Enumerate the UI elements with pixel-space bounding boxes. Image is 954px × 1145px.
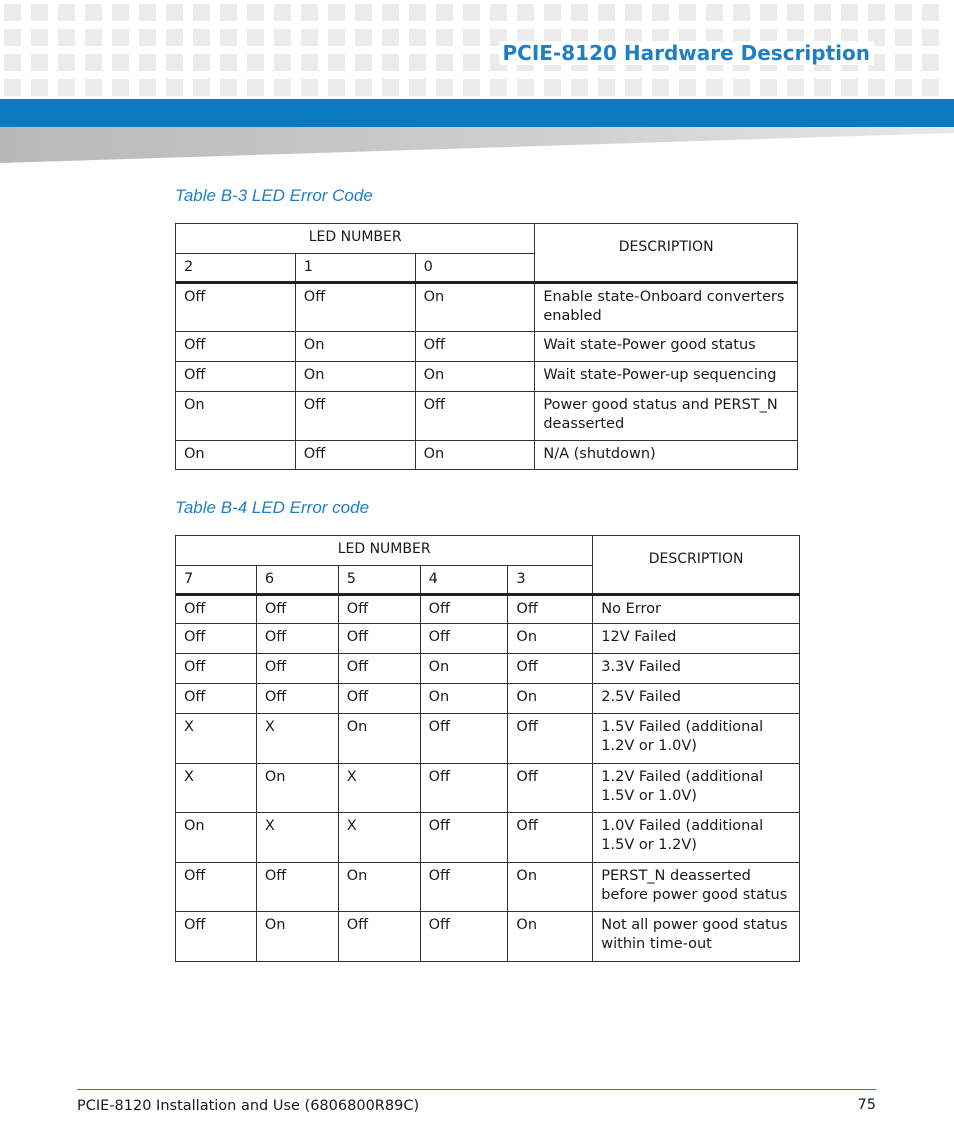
header-pattern-square — [409, 29, 426, 46]
table-row — [176, 912, 800, 962]
header-pattern-square — [112, 54, 129, 71]
table-cell: On — [508, 684, 593, 714]
table-cell-desc: Wait state-Power good status — [535, 332, 798, 362]
header-pattern-square — [571, 79, 588, 96]
table-b3-desc-header: DESCRIPTION — [535, 224, 798, 283]
table-cell: On — [415, 283, 535, 332]
table-cell: Off — [256, 684, 338, 714]
page-title: PCIE-8120 Hardware Description — [499, 41, 875, 65]
table-cell: Off — [415, 392, 535, 441]
table-cell: Off — [420, 912, 508, 962]
header-pattern-square — [220, 79, 237, 96]
header-pattern-square — [301, 29, 318, 46]
header-pattern-square — [301, 4, 318, 21]
table-cell: On — [295, 332, 415, 362]
table-cell: X — [338, 764, 420, 813]
table-cell-desc: 1.5V Failed (additional 1.2V or 1.0V) — [593, 714, 800, 764]
table-cell: On — [420, 654, 508, 684]
header-pattern-square — [247, 54, 264, 71]
header-pattern-square — [895, 4, 912, 21]
table-cell: On — [508, 863, 593, 912]
header-pattern-square — [85, 4, 102, 21]
table-b3-group-header: LED NUMBER — [176, 224, 535, 254]
table-cell: Off — [338, 654, 420, 684]
header-pattern-square — [31, 4, 48, 21]
table-row — [176, 595, 800, 624]
table-b4-group-header: LED NUMBER — [176, 536, 593, 566]
header-pattern-square — [814, 4, 831, 21]
header-pattern-square — [139, 79, 156, 96]
table-row — [176, 332, 798, 362]
header-pattern-square — [85, 29, 102, 46]
header-pattern-square — [841, 79, 858, 96]
header-pattern-square — [139, 4, 156, 21]
table-cell: Off — [256, 624, 338, 654]
header-pattern-square — [922, 4, 939, 21]
table-cell: Off — [176, 332, 296, 362]
table-b4 — [175, 535, 800, 962]
header-pattern-square — [193, 54, 210, 71]
table-cell: Off — [256, 863, 338, 912]
table-cell-desc: Enable state-Onboard converters enabled — [535, 283, 798, 332]
header-pattern-square — [355, 79, 372, 96]
table-b3-col-header: 0 — [415, 254, 535, 283]
table-row — [176, 813, 800, 863]
footer-divider — [77, 1089, 876, 1090]
table-b4-col-header: 4 — [420, 566, 508, 595]
header-pattern-square — [706, 79, 723, 96]
header-pattern-square — [247, 4, 264, 21]
table-b4-col-header: 7 — [176, 566, 257, 595]
table-cell: Off — [420, 714, 508, 764]
header-pattern-square — [112, 79, 129, 96]
table-row — [176, 362, 798, 392]
header-pattern-square — [679, 79, 696, 96]
header-pattern-square — [652, 4, 669, 21]
table-cell: On — [256, 912, 338, 962]
header-pattern-square — [274, 79, 291, 96]
table-cell-desc: 3.3V Failed — [593, 654, 800, 684]
table-cell-desc: Not all power good status within time-out — [593, 912, 800, 962]
header-pattern-square — [517, 79, 534, 96]
header-pattern-square — [193, 29, 210, 46]
table-cell: Off — [176, 654, 257, 684]
header-pattern-square — [31, 29, 48, 46]
header-pattern-square — [463, 79, 480, 96]
table-b4-col-header: 3 — [508, 566, 593, 595]
table-cell: On — [338, 714, 420, 764]
header-pattern-square — [4, 4, 21, 21]
table-cell: Off — [338, 595, 420, 624]
header-pattern-square — [517, 4, 534, 21]
table-cell: Off — [176, 595, 257, 624]
table-cell: Off — [508, 654, 593, 684]
table-cell-desc: No Error — [593, 595, 800, 624]
header-pattern-square — [58, 29, 75, 46]
header-pattern-square — [193, 79, 210, 96]
header-pattern-square — [301, 79, 318, 96]
table-cell: On — [176, 813, 257, 863]
table-cell: On — [338, 863, 420, 912]
table-cell: Off — [508, 764, 593, 813]
header-pattern-square — [382, 4, 399, 21]
table-cell: Off — [176, 624, 257, 654]
header-pattern-square — [544, 4, 561, 21]
header-pattern-square — [544, 79, 561, 96]
header-pattern-square — [571, 4, 588, 21]
header-pattern-square — [328, 79, 345, 96]
header-pattern-square — [787, 4, 804, 21]
header-pattern-square — [247, 29, 264, 46]
table-cell: Off — [338, 912, 420, 962]
header-pattern-square — [787, 79, 804, 96]
table-cell: Off — [256, 654, 338, 684]
table-cell: X — [256, 714, 338, 764]
header-pattern-square — [58, 4, 75, 21]
header-pattern-square — [382, 54, 399, 71]
header-pattern-square — [58, 79, 75, 96]
table-row — [176, 283, 798, 332]
header-pattern-square — [868, 79, 885, 96]
header-pattern-square — [139, 54, 156, 71]
header-pattern-square — [274, 29, 291, 46]
table-cell: Off — [420, 863, 508, 912]
header-pattern-square — [31, 54, 48, 71]
header-pattern-square — [463, 29, 480, 46]
header-pattern-square — [922, 29, 939, 46]
header-pattern-square — [166, 29, 183, 46]
header-pattern-square — [409, 54, 426, 71]
table-cell: X — [176, 764, 257, 813]
table-cell-desc: N/A (shutdown) — [535, 441, 798, 470]
header-pattern-square — [922, 54, 939, 71]
table-cell-desc: Wait state-Power-up sequencing — [535, 362, 798, 392]
table-cell: On — [295, 362, 415, 392]
table-cell: Off — [508, 714, 593, 764]
table-b4-col-header: 5 — [338, 566, 420, 595]
header-pattern-square — [733, 79, 750, 96]
table-cell: Off — [176, 912, 257, 962]
table-cell: Off — [508, 813, 593, 863]
header-pattern-square — [436, 54, 453, 71]
table-cell: Off — [338, 684, 420, 714]
header-pattern-square — [31, 79, 48, 96]
header-pattern-square — [436, 4, 453, 21]
header-pattern-square — [814, 79, 831, 96]
table-cell: Off — [295, 441, 415, 470]
header-pattern-square — [4, 79, 21, 96]
header-pattern-square — [166, 4, 183, 21]
header-pattern-square — [247, 79, 264, 96]
header-pattern-square — [463, 54, 480, 71]
table-cell: On — [415, 441, 535, 470]
table-cell: Off — [176, 283, 296, 332]
header-pattern-square — [4, 54, 21, 71]
header-pattern-square — [436, 29, 453, 46]
table-cell: On — [176, 441, 296, 470]
header-pattern-square — [598, 4, 615, 21]
header-pattern-square — [895, 79, 912, 96]
header-pattern-square — [112, 4, 129, 21]
table-cell: On — [420, 684, 508, 714]
header-pattern-square — [598, 79, 615, 96]
header-pattern-square — [652, 79, 669, 96]
table-cell-desc: 12V Failed — [593, 624, 800, 654]
table-cell: Off — [295, 283, 415, 332]
table-b3-col-header: 1 — [295, 254, 415, 283]
header-pattern-square — [868, 4, 885, 21]
header-pattern-square — [841, 4, 858, 21]
table-row — [176, 441, 798, 470]
table-cell-desc: 2.5V Failed — [593, 684, 800, 714]
header-pattern-square — [328, 4, 345, 21]
table-row — [176, 624, 800, 654]
header-pattern-square — [355, 54, 372, 71]
header-pattern-square — [355, 4, 372, 21]
table-cell: Off — [420, 813, 508, 863]
table-b3-col-header: 2 — [176, 254, 296, 283]
header-pattern-square — [625, 79, 642, 96]
table-b3-caption: Table B-3 LED Error Code — [175, 186, 373, 205]
table-cell: X — [338, 813, 420, 863]
header-pattern-square — [4, 29, 21, 46]
header-pattern-square — [463, 4, 480, 21]
header-pattern-square — [220, 54, 237, 71]
table-row — [176, 392, 798, 441]
header-pattern-square — [220, 29, 237, 46]
header-pattern-square — [490, 79, 507, 96]
header-pattern-square — [139, 29, 156, 46]
table-cell-desc: Power good status and PERST_N deasserted — [535, 392, 798, 441]
header-pattern-square — [328, 54, 345, 71]
table-cell: On — [256, 764, 338, 813]
table-cell: Off — [176, 684, 257, 714]
header-pattern-square — [409, 79, 426, 96]
table-row — [176, 764, 800, 813]
header-pattern-square — [58, 54, 75, 71]
table-cell: On — [508, 624, 593, 654]
header-pattern-square — [301, 54, 318, 71]
table-cell: On — [508, 912, 593, 962]
table-cell: Off — [176, 362, 296, 392]
table-cell: Off — [508, 595, 593, 624]
table-cell-desc: PERST_N deasserted before power good status — [593, 863, 800, 912]
header-pattern-square — [166, 54, 183, 71]
header-pattern-square — [355, 29, 372, 46]
table-b4-col-header: 6 — [256, 566, 338, 595]
header-pattern-square — [679, 4, 696, 21]
header-pattern-square — [895, 54, 912, 71]
table-cell: Off — [420, 764, 508, 813]
header-pattern-square — [193, 4, 210, 21]
table-row — [176, 654, 800, 684]
table-row — [176, 714, 800, 764]
table-cell: Off — [338, 624, 420, 654]
table-cell: X — [256, 813, 338, 863]
header-pattern-square — [85, 79, 102, 96]
table-cell: Off — [295, 392, 415, 441]
table-cell: Off — [420, 595, 508, 624]
footer-doc-title: PCIE-8120 Installation and Use (6806800R89C) — [77, 1098, 420, 1114]
table-row — [176, 684, 800, 714]
header-pattern-square — [382, 29, 399, 46]
header-pattern-square — [409, 4, 426, 21]
header-pattern-square — [436, 79, 453, 96]
header-pattern-square — [922, 79, 939, 96]
header-pattern-square — [274, 54, 291, 71]
table-b4-caption: Table B-4 LED Error code — [175, 498, 370, 517]
table-cell: Off — [176, 863, 257, 912]
table-cell: Off — [256, 595, 338, 624]
header-pattern-square — [625, 4, 642, 21]
table-b3 — [175, 223, 798, 470]
header-pattern-square — [274, 4, 291, 21]
header-pattern-square — [85, 54, 102, 71]
header-blue-bar — [0, 99, 954, 127]
header-pattern-square — [166, 79, 183, 96]
header-pattern-square — [328, 29, 345, 46]
table-cell: On — [415, 362, 535, 392]
header-pattern-square — [112, 29, 129, 46]
header-pattern-square — [895, 29, 912, 46]
header-pattern-square — [760, 79, 777, 96]
header-pattern-square — [733, 4, 750, 21]
header-pattern-square — [220, 4, 237, 21]
table-cell: Off — [415, 332, 535, 362]
table-row — [176, 863, 800, 912]
table-cell: On — [176, 392, 296, 441]
header-gray-wedge — [0, 127, 954, 163]
header-pattern-square — [382, 79, 399, 96]
page-number: 75 — [857, 1097, 876, 1113]
header-pattern-square — [490, 4, 507, 21]
table-b4-desc-header: DESCRIPTION — [593, 536, 800, 595]
header-pattern-square — [760, 4, 777, 21]
table-cell: Off — [420, 624, 508, 654]
header-pattern-square — [706, 4, 723, 21]
table-cell: X — [176, 714, 257, 764]
table-cell-desc: 1.2V Failed (additional 1.5V or 1.0V) — [593, 764, 800, 813]
table-cell-desc: 1.0V Failed (additional 1.5V or 1.2V) — [593, 813, 800, 863]
